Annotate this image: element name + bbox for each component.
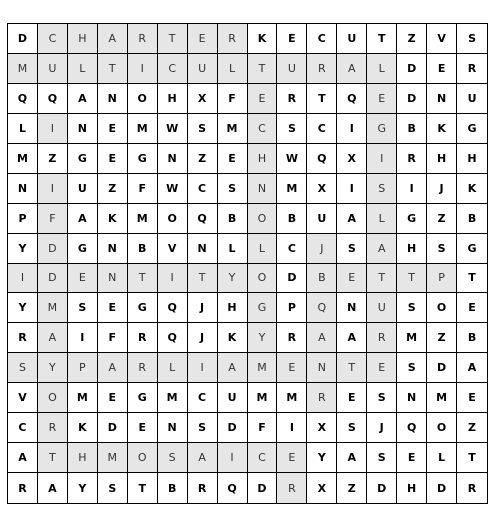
grid-cell[interactable]: E — [128, 413, 158, 443]
grid-cell[interactable]: R — [457, 54, 487, 84]
grid-cell[interactable]: A — [188, 443, 218, 473]
grid-cell[interactable]: Q — [158, 293, 188, 323]
grid-cell[interactable]: Y — [8, 234, 38, 264]
grid-cell[interactable]: A — [218, 353, 248, 383]
grid-cell[interactable]: H — [158, 84, 188, 114]
grid-cell[interactable]: I — [68, 323, 98, 353]
grid-cell[interactable]: U — [337, 24, 367, 54]
grid-cell[interactable]: D — [397, 84, 427, 114]
grid-cell[interactable]: P — [8, 204, 38, 234]
grid-cell[interactable]: E — [427, 54, 457, 84]
grid-cell[interactable]: A — [457, 353, 487, 383]
grid-cell[interactable]: A — [38, 473, 68, 503]
grid-cell[interactable]: M — [8, 54, 38, 84]
grid-cell[interactable]: Q — [397, 413, 427, 443]
grid-cell[interactable]: Q — [8, 84, 38, 114]
grid-cell[interactable]: A — [337, 204, 367, 234]
grid-cell[interactable]: E — [277, 443, 307, 473]
grid-cell[interactable]: G — [248, 293, 278, 323]
grid-cell[interactable]: N — [248, 174, 278, 204]
grid-cell[interactable]: T — [158, 24, 188, 54]
grid-cell[interactable]: J — [188, 323, 218, 353]
grid-cell[interactable]: F — [38, 204, 68, 234]
grid-cell[interactable]: Y — [8, 293, 38, 323]
grid-cell[interactable]: R — [128, 24, 158, 54]
grid-cell[interactable]: C — [307, 24, 337, 54]
grid-cell[interactable]: S — [98, 473, 128, 503]
grid-cell[interactable]: C — [158, 54, 188, 84]
grid-cell[interactable]: G — [457, 234, 487, 264]
grid-cell[interactable]: M — [128, 114, 158, 144]
grid-cell[interactable]: M — [68, 383, 98, 413]
grid-cell[interactable]: T — [337, 353, 367, 383]
grid-cell[interactable]: N — [68, 114, 98, 144]
grid-cell[interactable]: L — [367, 204, 397, 234]
grid-cell[interactable]: E — [98, 293, 128, 323]
grid-cell[interactable]: Z — [427, 204, 457, 234]
grid-cell[interactable]: C — [38, 24, 68, 54]
grid-cell[interactable]: N — [427, 84, 457, 114]
grid-cell[interactable]: E — [98, 114, 128, 144]
grid-cell[interactable]: H — [457, 144, 487, 174]
grid-cell[interactable]: G — [457, 114, 487, 144]
grid-cell[interactable]: H — [397, 234, 427, 264]
grid-cell[interactable]: C — [248, 114, 278, 144]
grid-cell[interactable]: A — [337, 443, 367, 473]
grid-cell[interactable]: L — [8, 114, 38, 144]
grid-cell[interactable]: B — [457, 204, 487, 234]
grid-cell[interactable]: M — [277, 174, 307, 204]
grid-cell[interactable]: F — [248, 413, 278, 443]
grid-cell[interactable]: A — [68, 84, 98, 114]
grid-cell[interactable]: F — [98, 323, 128, 353]
grid-cell[interactable]: A — [307, 323, 337, 353]
grid-cell[interactable]: C — [188, 174, 218, 204]
grid-cell[interactable]: C — [307, 114, 337, 144]
grid-cell[interactable]: X — [307, 413, 337, 443]
grid-cell[interactable]: S — [218, 174, 248, 204]
grid-cell[interactable]: D — [277, 264, 307, 294]
grid-cell[interactable]: L — [218, 234, 248, 264]
grid-cell[interactable]: S — [158, 443, 188, 473]
grid-cell[interactable]: E — [367, 353, 397, 383]
grid-cell[interactable]: K — [427, 114, 457, 144]
grid-cell[interactable]: S — [277, 114, 307, 144]
grid-cell[interactable]: N — [158, 413, 188, 443]
grid-cell[interactable]: Z — [397, 24, 427, 54]
grid-cell[interactable]: M — [248, 383, 278, 413]
grid-cell[interactable]: M — [277, 383, 307, 413]
grid-cell[interactable]: T — [367, 24, 397, 54]
grid-cell[interactable]: N — [98, 84, 128, 114]
grid-cell[interactable]: H — [397, 473, 427, 503]
grid-cell[interactable]: G — [68, 144, 98, 174]
grid-cell[interactable]: X — [307, 473, 337, 503]
grid-cell[interactable]: P — [427, 264, 457, 294]
grid-cell[interactable]: Y — [68, 473, 98, 503]
grid-cell[interactable]: R — [277, 473, 307, 503]
grid-cell[interactable]: R — [38, 413, 68, 443]
grid-cell[interactable]: S — [367, 174, 397, 204]
grid-cell[interactable]: R — [277, 323, 307, 353]
grid-cell[interactable]: J — [188, 293, 218, 323]
grid-cell[interactable]: Z — [188, 144, 218, 174]
grid-cell[interactable]: E — [277, 24, 307, 54]
grid-cell[interactable]: H — [218, 293, 248, 323]
grid-cell[interactable]: S — [397, 293, 427, 323]
grid-cell[interactable]: K — [457, 174, 487, 204]
grid-cell[interactable]: M — [38, 293, 68, 323]
grid-cell[interactable]: N — [98, 264, 128, 294]
grid-cell[interactable]: E — [98, 383, 128, 413]
grid-cell[interactable]: T — [248, 54, 278, 84]
grid-cell[interactable]: O — [38, 383, 68, 413]
grid-cell[interactable]: K — [248, 24, 278, 54]
grid-cell[interactable]: I — [38, 174, 68, 204]
grid-cell[interactable]: G — [128, 383, 158, 413]
grid-cell[interactable]: B — [307, 264, 337, 294]
grid-cell[interactable]: R — [277, 84, 307, 114]
grid-cell[interactable]: I — [337, 174, 367, 204]
grid-cell[interactable]: U — [38, 54, 68, 84]
grid-cell[interactable]: C — [8, 413, 38, 443]
grid-cell[interactable]: N — [307, 353, 337, 383]
grid-cell[interactable]: B — [397, 114, 427, 144]
grid-cell[interactable]: U — [277, 54, 307, 84]
grid-cell[interactable]: T — [38, 443, 68, 473]
grid-cell[interactable]: C — [277, 234, 307, 264]
grid-cell[interactable]: D — [248, 473, 278, 503]
grid-cell[interactable]: O — [427, 293, 457, 323]
grid-cell[interactable]: D — [98, 413, 128, 443]
grid-cell[interactable]: D — [427, 353, 457, 383]
grid-cell[interactable]: Y — [307, 443, 337, 473]
grid-cell[interactable]: O — [427, 413, 457, 443]
grid-cell[interactable]: K — [218, 323, 248, 353]
grid-cell[interactable]: J — [367, 413, 397, 443]
grid-cell[interactable]: B — [158, 473, 188, 503]
grid-cell[interactable]: Z — [457, 413, 487, 443]
grid-cell[interactable]: W — [277, 144, 307, 174]
grid-cell[interactable]: L — [248, 234, 278, 264]
grid-cell[interactable]: E — [457, 293, 487, 323]
grid-cell[interactable]: S — [367, 383, 397, 413]
grid-cell[interactable]: S — [367, 443, 397, 473]
grid-cell[interactable]: M — [397, 323, 427, 353]
grid-cell[interactable]: Y — [38, 353, 68, 383]
grid-cell[interactable]: E — [397, 443, 427, 473]
grid-cell[interactable]: G — [397, 204, 427, 234]
grid-cell[interactable]: I — [128, 54, 158, 84]
grid-cell[interactable]: N — [158, 144, 188, 174]
grid-cell[interactable]: F — [218, 84, 248, 114]
grid-cell[interactable]: M — [98, 443, 128, 473]
grid-cell[interactable]: R — [467, 481, 477, 495]
grid-cell[interactable]: A — [367, 234, 397, 264]
grid-cell[interactable]: T — [457, 264, 487, 294]
grid-cell[interactable]: E — [367, 84, 397, 114]
grid-cell[interactable]: S — [68, 293, 98, 323]
grid-cell[interactable]: H — [427, 144, 457, 174]
grid-cell[interactable]: S — [427, 234, 457, 264]
grid-cell[interactable]: O — [128, 443, 158, 473]
grid-cell[interactable]: D — [38, 264, 68, 294]
grid-cell[interactable]: N — [98, 234, 128, 264]
grid-cell[interactable]: I — [397, 174, 427, 204]
grid-cell[interactable]: B — [128, 234, 158, 264]
grid-cell[interactable]: S — [337, 413, 367, 443]
grid-cell[interactable]: F — [128, 174, 158, 204]
grid-cell[interactable]: B — [457, 323, 487, 353]
grid-cell[interactable]: A — [8, 443, 38, 473]
grid-cell[interactable]: J — [307, 234, 337, 264]
grid-cell[interactable]: T — [128, 264, 158, 294]
grid-cell[interactable]: S — [188, 413, 218, 443]
grid-cell[interactable]: L — [158, 353, 188, 383]
word-search-grid — [7, 23, 488, 504]
grid-cell[interactable]: G — [128, 293, 158, 323]
grid-cell[interactable]: A — [337, 54, 367, 84]
grid-cell[interactable]: R — [188, 473, 218, 503]
grid-cell[interactable]: A — [98, 353, 128, 383]
grid-cell[interactable]: N — [8, 174, 38, 204]
grid-cell[interactable]: R — [367, 323, 397, 353]
grid-cell[interactable]: E — [337, 383, 367, 413]
grid-cell[interactable]: U — [218, 383, 248, 413]
grid-cell[interactable]: R — [218, 24, 248, 54]
grid-cell[interactable]: R — [128, 353, 158, 383]
grid-cell[interactable]: B — [277, 204, 307, 234]
grid-cell[interactable]: G — [128, 144, 158, 174]
grid-cell[interactable]: M — [427, 383, 457, 413]
grid-cell[interactable]: T — [98, 54, 128, 84]
grid-cell[interactable]: I — [188, 353, 218, 383]
grid-cell[interactable]: O — [248, 204, 278, 234]
grid-cell[interactable]: A — [337, 323, 367, 353]
grid-cell[interactable]: X — [307, 174, 337, 204]
grid-cell[interactable]: I — [277, 413, 307, 443]
grid-cell[interactable]: I — [38, 114, 68, 144]
grid-cell[interactable]: B — [218, 204, 248, 234]
grid-cell[interactable]: S — [397, 353, 427, 383]
grid-cell[interactable]: D — [218, 413, 248, 443]
grid-cell[interactable]: S — [457, 24, 487, 54]
grid-cell[interactable]: O — [128, 84, 158, 114]
grid-cell[interactable]: A — [98, 24, 128, 54]
grid-cell[interactable]: V — [8, 383, 38, 413]
grid-cell[interactable]: T — [307, 84, 337, 114]
grid-cell[interactable]: R — [8, 323, 38, 353]
grid-cell[interactable]: V — [158, 234, 188, 264]
grid-cell[interactable]: E — [248, 84, 278, 114]
grid-cell[interactable]: U — [307, 204, 337, 234]
grid-cell[interactable]: T — [397, 264, 427, 294]
grid-cell[interactable]: Q — [307, 144, 337, 174]
grid-cell[interactable]: D — [38, 234, 68, 264]
grid-cell[interactable]: E — [457, 383, 487, 413]
grid-cell[interactable]: V — [427, 24, 457, 54]
grid-cell[interactable]: N — [397, 383, 427, 413]
grid-cell[interactable]: N — [188, 234, 218, 264]
grid-cell[interactable]: C — [248, 443, 278, 473]
grid-cell[interactable]: M — [218, 114, 248, 144]
grid-cell[interactable]: R — [8, 473, 38, 503]
grid-cell[interactable]: I — [367, 144, 397, 174]
grid-cell[interactable]: M — [248, 353, 278, 383]
grid-cell[interactable]: W — [158, 114, 188, 144]
grid-cell[interactable]: Y — [218, 264, 248, 294]
grid-cell[interactable]: E — [218, 144, 248, 174]
grid-cell[interactable]: T — [188, 264, 218, 294]
grid-cell[interactable]: E — [68, 264, 98, 294]
grid-cell[interactable]: H — [68, 443, 98, 473]
grid-cell[interactable]: P — [68, 353, 98, 383]
grid-cell[interactable]: L — [367, 54, 397, 84]
grid-cell[interactable]: Q — [38, 84, 68, 114]
grid-cell[interactable]: Q — [158, 323, 188, 353]
grid-cell[interactable]: X — [188, 84, 218, 114]
grid-cell[interactable]: S — [8, 353, 38, 383]
grid-cell[interactable]: M — [8, 144, 38, 174]
grid-cell[interactable]: T — [457, 443, 487, 473]
grid-cell[interactable]: R — [307, 383, 337, 413]
grid-cell[interactable]: N — [337, 293, 367, 323]
grid-cell[interactable]: Y — [248, 323, 278, 353]
grid-cell[interactable]: P — [277, 293, 307, 323]
grid-cell[interactable]: U — [68, 174, 98, 204]
grid-cell[interactable]: Q — [307, 293, 337, 323]
grid-cell[interactable]: R — [397, 144, 427, 174]
grid-cell[interactable]: U — [457, 84, 487, 114]
grid-cell[interactable]: H — [68, 24, 98, 54]
grid-cell[interactable]: M — [158, 383, 188, 413]
grid-cell[interactable]: W — [158, 174, 188, 204]
grid-cell[interactable]: I — [337, 114, 367, 144]
grid-cell[interactable]: O — [158, 204, 188, 234]
grid-cell[interactable]: R — [128, 323, 158, 353]
grid-cell[interactable]: L — [427, 443, 457, 473]
grid-cell[interactable]: E — [277, 353, 307, 383]
grid-cell[interactable]: K — [98, 204, 128, 234]
grid-cell[interactable]: D — [397, 54, 427, 84]
grid-cell[interactable]: S — [337, 234, 367, 264]
grid-cell[interactable]: U — [188, 54, 218, 84]
grid-cell[interactable]: I — [218, 443, 248, 473]
grid-cell[interactable]: A — [68, 204, 98, 234]
grid-cell[interactable]: J — [427, 174, 457, 204]
grid-cell[interactable]: E — [337, 264, 367, 294]
grid-cell[interactable]: G — [367, 114, 397, 144]
grid-cell[interactable]: C — [188, 383, 218, 413]
grid-cell[interactable]: Q — [337, 84, 367, 114]
grid-cell[interactable]: U — [367, 293, 397, 323]
grid-cell[interactable]: E — [188, 24, 218, 54]
grid-cell[interactable]: X — [337, 144, 367, 174]
grid-cell[interactable]: Q — [188, 204, 218, 234]
grid-cell[interactable]: S — [188, 114, 218, 144]
grid-cell[interactable]: I — [158, 264, 188, 294]
grid-cell[interactable]: L — [68, 54, 98, 84]
grid-cell[interactable]: K — [68, 413, 98, 443]
grid-cell[interactable]: T — [367, 264, 397, 294]
grid-cell[interactable]: G — [68, 234, 98, 264]
grid-cell[interactable]: E — [98, 144, 128, 174]
grid-cell[interactable]: Z — [38, 144, 68, 174]
grid-cell[interactable]: Z — [427, 323, 457, 353]
grid-cell[interactable]: D — [427, 473, 457, 503]
grid-cell[interactable]: O — [248, 264, 278, 294]
grid-cell[interactable]: H — [248, 144, 278, 174]
grid-cell[interactable]: Z — [98, 174, 128, 204]
grid-cell[interactable]: A — [38, 323, 68, 353]
grid-cell[interactable]: D — [8, 24, 38, 54]
grid-cell[interactable]: R — [307, 54, 337, 84]
grid-cell[interactable]: D — [367, 473, 397, 503]
grid-cell[interactable]: L — [218, 54, 248, 84]
grid-cell[interactable]: M — [128, 204, 158, 234]
grid-cell[interactable]: Q — [218, 473, 248, 503]
grid-cell[interactable]: T — [128, 473, 158, 503]
grid-cell[interactable]: I — [8, 264, 38, 294]
grid-cell[interactable]: Z — [337, 473, 367, 503]
